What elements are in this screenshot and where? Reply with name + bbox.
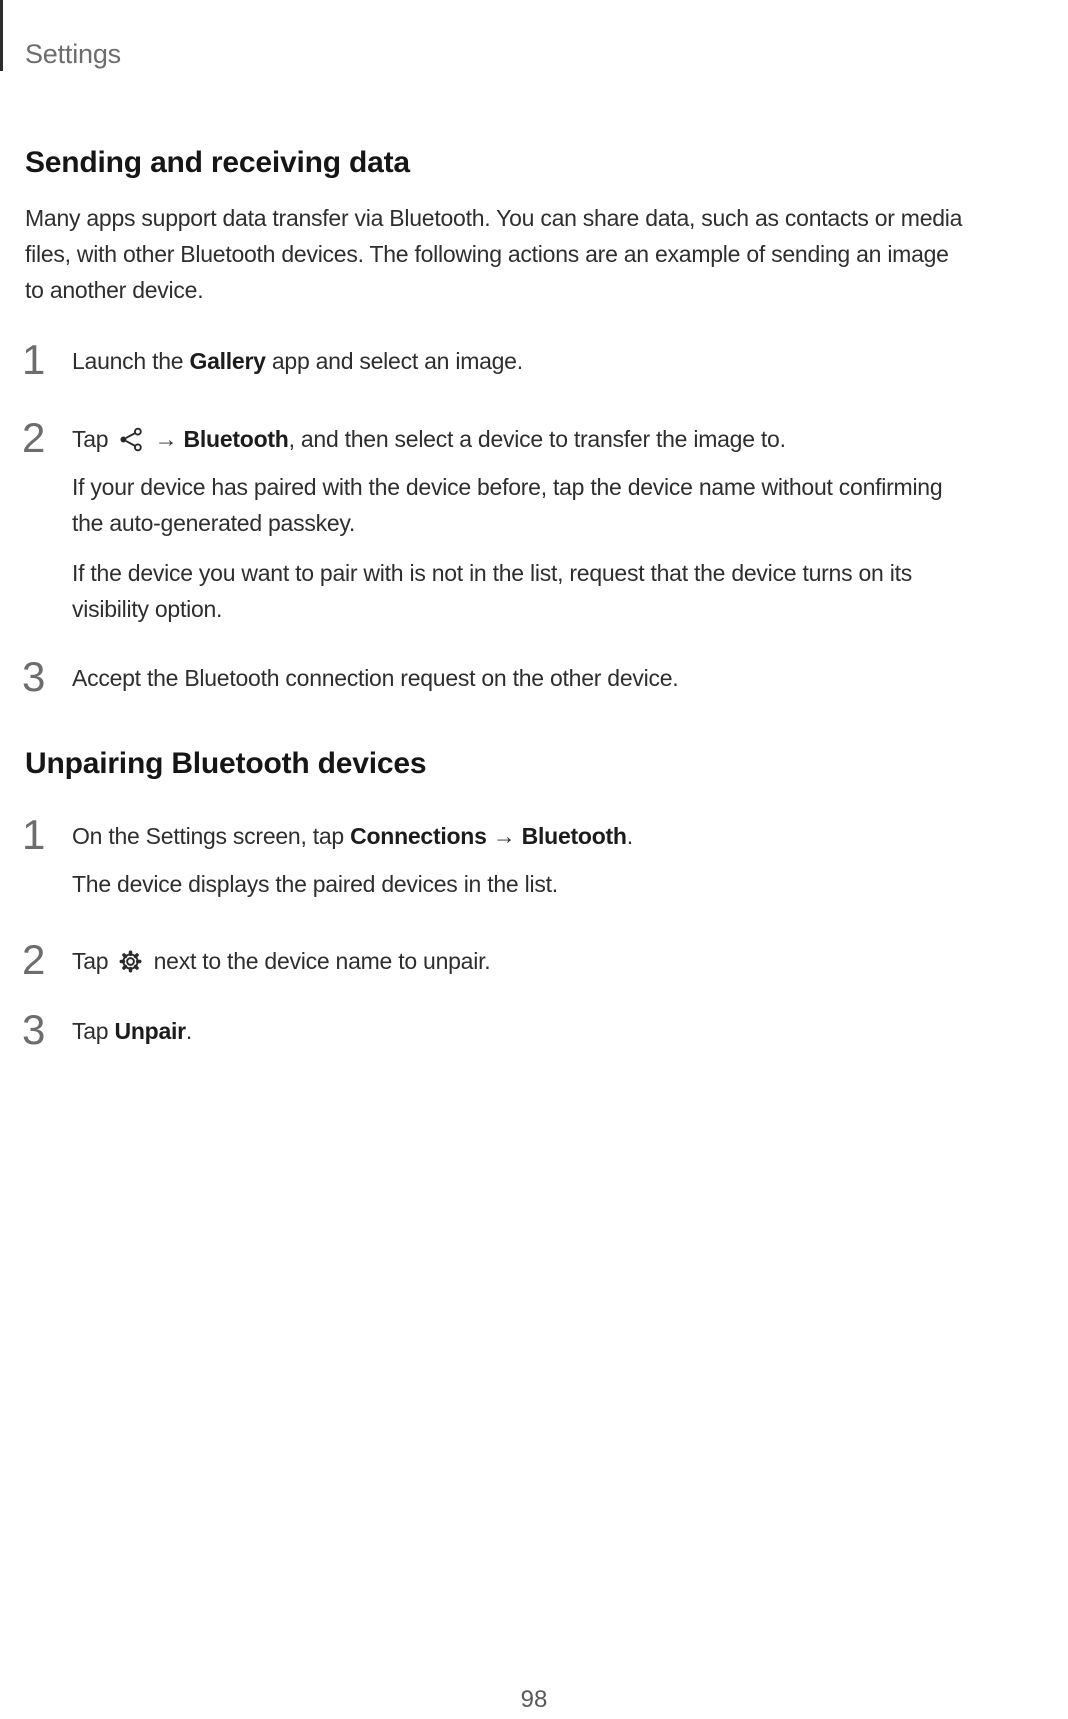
note-line: the auto-generated passkey. [72,510,356,536]
step-number: 3 [22,653,46,700]
step-body [72,416,1068,627]
step-note [72,469,1068,541]
step-number: 1 [22,811,46,858]
step-text: Launch the Gallery app and select an image. [72,348,523,374]
step-body [72,813,1068,902]
step-row [22,655,1068,699]
step-row [22,938,1068,982]
step-text: Tap → Bluetooth, and then select a device to transfer the image to. [72,426,786,452]
running-header-label: Settings [25,39,121,69]
section-sending-and-receiving-data [0,144,1068,699]
step-text: Tap next to the device name to unpair. [72,948,491,974]
step-row [22,1008,1068,1052]
step-list [0,813,1068,1052]
running-header [0,0,1068,70]
step-number: 2 [22,414,46,461]
step-body [72,338,1068,382]
section-unpairing-bluetooth-devices [0,745,1068,1052]
note-line: The device displays the paired devices in the list. [72,871,558,897]
note-line: If your device has paired with the device before, tap the device name without confirming [72,474,943,500]
intro-line: Many apps support data transfer via Bluetooth. You can share data, such as contacts or media [25,205,963,231]
step-note [72,555,1068,627]
step-list [0,338,1068,699]
step-row [22,338,1068,382]
page-number: 98 [520,1686,548,1713]
note-line: If the device you want to pair with is not in the list, request that the device turns on its [72,560,912,586]
step-row [22,416,1068,627]
step-body [72,655,1068,699]
step-row [22,813,1068,902]
share-icon [117,426,145,453]
step-body [72,1008,1068,1052]
step-text: Tap Unpair. [72,1018,192,1044]
chapter-edge-bar [0,0,3,71]
step-body [72,938,1068,982]
step-number: 2 [22,936,46,983]
step-number: 1 [22,336,46,383]
section-heading: Unpairing Bluetooth devices [25,747,427,780]
section-heading: Sending and receiving data [25,146,410,179]
settings-gear-icon [117,948,144,975]
step-text: On the Settings screen, tap Connections → Bluetooth. [72,823,633,849]
step-number: 3 [22,1006,46,1053]
intro-line: to another device. [25,277,204,303]
intro-line: files, with other Bluetooth devices. The following actions are an example of sending an image [25,241,949,267]
note-line: visibility option. [72,596,223,622]
step-note [72,866,1068,902]
step-text: Accept the Bluetooth connection request on the other device. [72,665,679,691]
intro-paragraph [25,200,1068,308]
